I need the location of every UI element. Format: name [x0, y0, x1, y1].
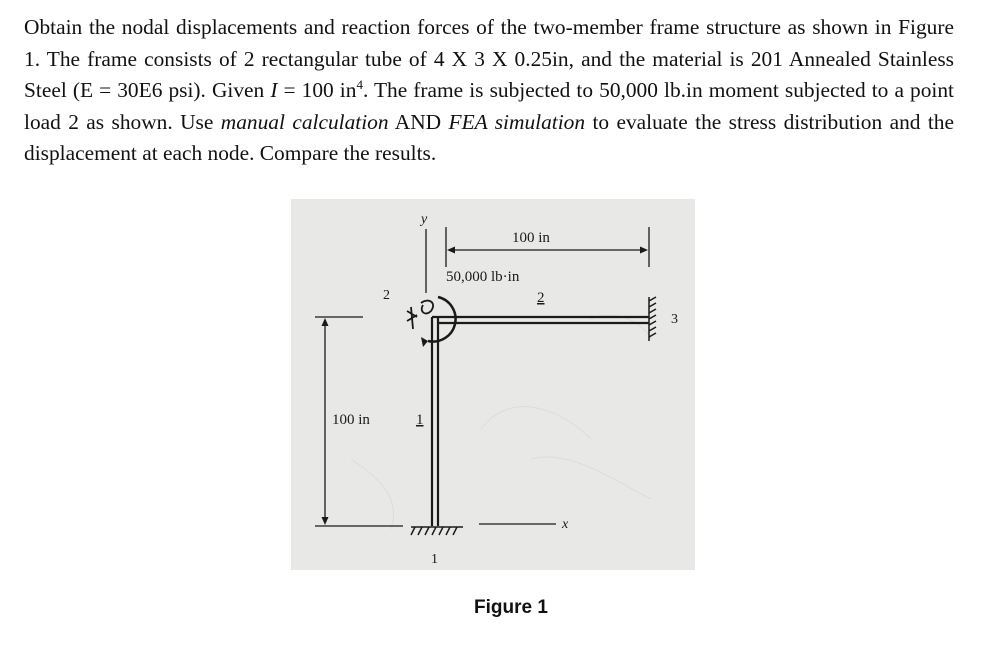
horizontal-dimension-label: 100 in	[512, 230, 550, 246]
problem-text-1: Obtain the nodal displacements and reaction forces of the two-member frame structure as shown in Figure 1. The frame consists of 2 rectangular tube of 4 X 3 X 0.25in, and the material is 201 Annealed Stainless Steel (E = 30E6 psi). Given	[24, 15, 954, 102]
frame-figure	[291, 199, 695, 570]
node-2-label: 2	[383, 288, 390, 303]
problem-text-3: . The frame is subjected to 50,000 lb.in moment subjected to a point load 2 as shown. Use	[24, 78, 954, 134]
inertia-symbol: I	[270, 78, 278, 102]
y-axis-label: y	[421, 212, 428, 227]
inertia-exponent: 4	[356, 76, 363, 92]
x-axis-label: x	[562, 517, 569, 532]
problem-statement	[24, 12, 954, 170]
problem-text-2: = 100 in	[277, 78, 357, 102]
problem-text-5: to evaluate the stress distribution and the displacement at each node. Compare the results.	[24, 109, 954, 165]
node-1-label: 1	[431, 552, 438, 567]
figure-photo-background	[291, 199, 695, 570]
figure-caption: Figure 1	[474, 597, 548, 618]
problem-text-4: AND	[388, 109, 449, 134]
node-3-label: 3	[671, 312, 678, 327]
element-2-label: 2	[537, 290, 545, 306]
vertical-dimension-label: 100 in	[332, 412, 370, 428]
manual-calculation-text: manual calculation	[220, 109, 389, 134]
fea-simulation-text: FEA simulation	[448, 109, 586, 134]
moment-label: 50,000 lb·in	[446, 269, 520, 285]
element-1-label: 1	[416, 412, 424, 428]
